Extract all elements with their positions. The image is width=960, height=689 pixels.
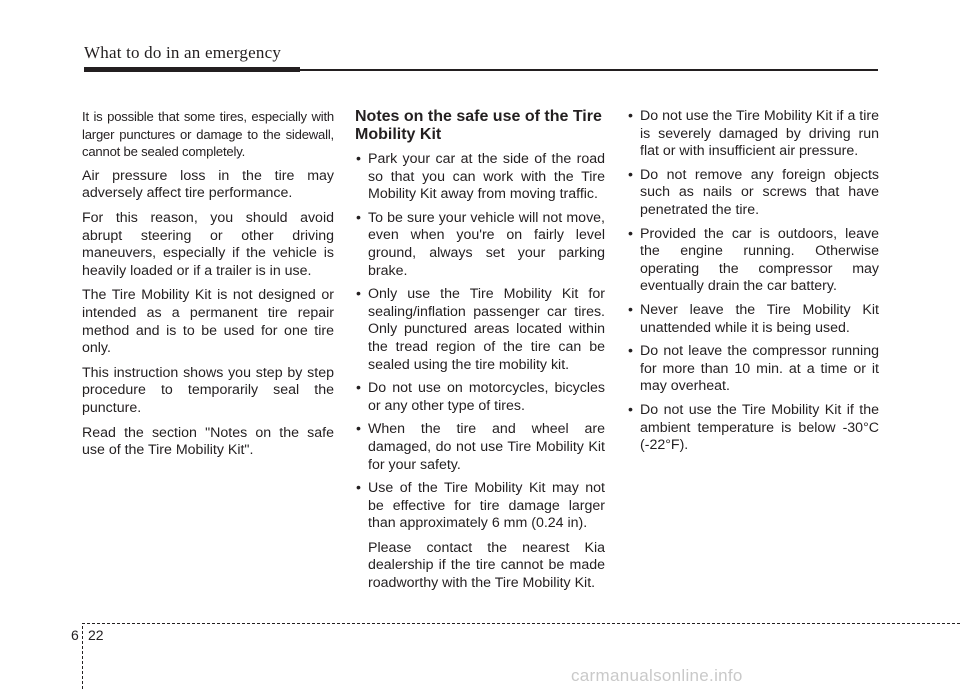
bullet-icon: • <box>628 108 633 124</box>
list-item-text: Do not leave the compressor running for more than 10 min. at a time or it may overheat. <box>640 343 879 395</box>
list-item <box>355 286 605 374</box>
list-item <box>627 167 879 220</box>
paragraph: This instruction shows you step by step procedure to temporarily seal the puncture. <box>82 364 334 416</box>
paragraph: The Tire Mobility Kit is not designed or intended as a permanent tire repair method and is to be used for one tire only. <box>82 287 334 357</box>
bullet-list <box>627 108 879 455</box>
list-item-text: Park your car at the side of the road so that you can work with the Tire Mobility Kit away from moving traffic. <box>368 151 605 203</box>
bullet-icon: • <box>628 343 633 360</box>
list-item-text: To be sure your vehicle will not move, even when you're on fairly level ground, always set your parking brake. <box>368 209 605 279</box>
list-item <box>627 402 879 455</box>
header-rule <box>84 69 878 71</box>
list-item-text: Use of the Tire Mobility Kit may not be effective for tire damage larger than approximately 6 mm (0.24 in). <box>368 480 605 532</box>
bullet-list <box>355 151 605 593</box>
bullet-icon: • <box>628 401 633 418</box>
footer-rule <box>82 623 960 624</box>
bullet-icon: • <box>356 421 361 438</box>
list-item <box>355 151 605 204</box>
column-2 <box>355 108 605 599</box>
list-item-text: Do not use the Tire Mobility Kit if a tire is severely damaged by driving run flat or with insufficient air pressure. <box>640 108 879 160</box>
list-item <box>355 480 605 593</box>
column-1 <box>82 108 334 467</box>
sub-paragraph: Please contact the nearest Kia dealership if the tire cannot be made roadworthy with the Tire Mobility Kit. <box>368 539 605 592</box>
chapter-number: 6 <box>71 627 79 643</box>
list-item-text: Only use the Tire Mobility Kit for sealing/inflation passenger car tires. Only punctured areas located within the tread region of the tire can be sealed using the tire mobility kit. <box>368 286 605 373</box>
bullet-icon: • <box>356 380 361 397</box>
list-item-text: Never leave the Tire Mobility Kit unattended while it is being used. <box>640 301 879 336</box>
list-item-text: Do not use the Tire Mobility Kit if the ambient temperature is below -30°C (-22°F). <box>640 401 879 454</box>
list-item <box>355 421 605 474</box>
header-title: What to do in an emergency <box>84 43 282 62</box>
page-number: 22 <box>88 627 104 643</box>
watermark: carmanualsonline.info <box>571 666 743 685</box>
list-item-text: Do not use on motorcycles, bicycles or any other type of tires. <box>368 380 605 414</box>
footer-divider <box>82 626 83 689</box>
paragraph: It is possible that some tires, especially with larger punctures or damage to the sidewall, cannot be sealed completely. <box>82 109 334 160</box>
column-3 <box>627 108 879 461</box>
list-item <box>627 302 879 337</box>
bullet-icon: • <box>356 480 361 497</box>
list-item <box>355 380 605 415</box>
paragraph: Air pressure loss in the tire may adversely affect tire performance. <box>82 167 334 202</box>
list-item <box>627 343 879 396</box>
list-item-text: Provided the car is outdoors, leave the engine running. Otherwise operating the compressor may eventually drain the car battery. <box>640 225 879 295</box>
bullet-icon: • <box>356 286 361 303</box>
paragraph: For this reason, you should avoid abrupt steering or other driving maneuvers, especially if the vehicle is heavily loaded or if a trailer is in use. <box>82 209 334 279</box>
bullet-icon: • <box>628 301 633 318</box>
bullet-icon: • <box>356 209 361 226</box>
list-item <box>355 210 605 280</box>
bullet-icon: • <box>628 166 633 183</box>
list-item-text: Do not remove any foreign objects such as nails or screws that have penetrated the tire. <box>640 166 879 218</box>
list-item <box>627 226 879 296</box>
section-heading: Notes on the safe use of the Tire Mobility Kit <box>355 108 602 143</box>
list-item <box>627 108 879 161</box>
list-item-text: When the tire and wheel are damaged, do not use Tire Mobility Kit for your safety. <box>368 421 605 473</box>
paragraph: Read the section "Notes on the safe use of the Tire Mobility Kit". <box>82 424 334 459</box>
bullet-icon: • <box>628 225 633 242</box>
bullet-icon: • <box>356 151 361 167</box>
